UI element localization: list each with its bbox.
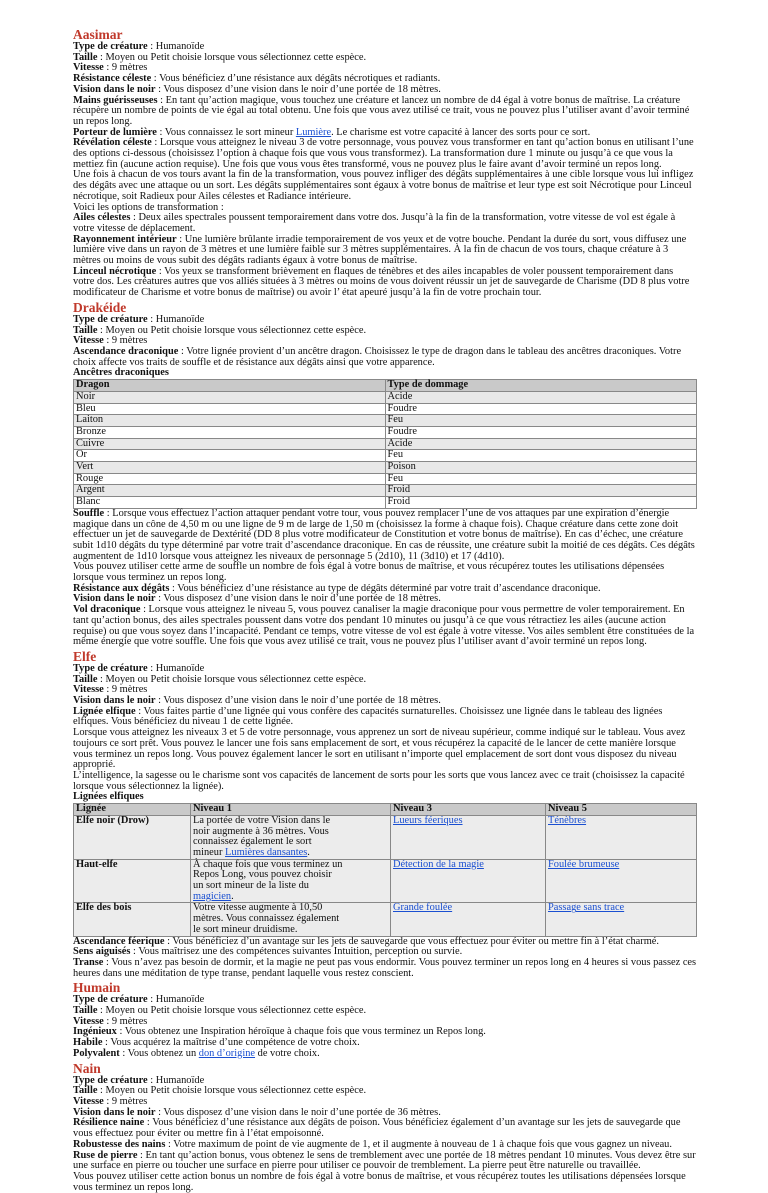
table-row — [74, 450, 697, 462]
trait-line — [73, 326, 697, 337]
table-cell: Feu — [385, 415, 697, 427]
table-header-row — [74, 804, 697, 816]
table-cell: Acide — [385, 391, 697, 403]
table-cell: Cuivre — [74, 438, 386, 450]
lineage-name: Elfe noir (Drow) — [74, 815, 191, 859]
aasimar-traits — [73, 42, 697, 299]
trait-line — [73, 267, 697, 299]
trait-name: Ailes célestes — [73, 212, 131, 224]
trait-text: : Vous disposez d’une vision dans le noir d’une portée de 18 mètres. — [155, 695, 441, 707]
trait-text: : Moyen ou Petit choisie lorsque vous sélectionnez cette espèce. — [97, 1005, 367, 1017]
spell-link-lueurs-feeriques[interactable]: Lueurs féeriques — [393, 814, 463, 826]
trait-text: : Vous disposez d’une vision dans le noir d’une portée de 18 mètres. — [155, 593, 441, 605]
table-title: Ancêtres draconiques — [73, 367, 169, 379]
column-header: Niveau 1 — [191, 804, 391, 816]
table-cell: Blanc — [74, 497, 386, 509]
table-cell — [546, 859, 697, 903]
trait-text: : 9 mètres — [103, 1015, 148, 1027]
trait-name: Révélation céleste — [73, 137, 152, 149]
table-row — [74, 426, 697, 438]
trait-text: : Lorsque vous atteignez le niveau 3 de votre personnage, vous pouvez vous transformer en tant qu’action bonus en utilisant l’une des options ci-dessous (choisissez l’option à chaque fois que vous vous transformez). La transformation dure 1 minute ou jusqu’à ce que vous la mettiez fin (aucune action requise). Une fois que vous vous êtes transformé, vous ne pouvez plus le faire avant d’avoir terminé un repos long. — [73, 137, 694, 170]
trait-line — [73, 138, 697, 170]
table-cell: Bleu — [74, 403, 386, 415]
trait-text: : Vous acquérez la maîtrise d’une compétence de votre choix. — [102, 1037, 360, 1049]
trait-name: Habile — [73, 1037, 103, 1049]
table-row — [74, 903, 697, 936]
table-cell: Acide — [385, 438, 697, 450]
spell-link-foulee-brumeuse[interactable]: Foulée brumeuse — [548, 858, 620, 870]
section-title-drakeide: Drakéide — [73, 299, 127, 315]
trait-text: : Humanoïde — [147, 994, 205, 1006]
draconic-ancestry-table — [73, 379, 697, 509]
trait-line — [73, 707, 697, 728]
trait-name: Vision dans le noir — [73, 1106, 156, 1118]
trait-name: Type de créature — [73, 662, 148, 674]
table-cell: Froid — [385, 497, 697, 509]
trait-text: : Vous bénéficiez d’une résistance aux dégâts nécrotiques et radiants. — [151, 73, 441, 85]
trait-text: : Vous obtenez un — [119, 1047, 199, 1059]
table-cell: Vert — [74, 462, 386, 474]
table-cell — [191, 903, 391, 936]
trait-name: Ruse de pierre — [73, 1149, 138, 1161]
table-cell — [191, 815, 391, 859]
section-title-nain: Nain — [73, 1060, 101, 1076]
table-cell — [391, 859, 546, 903]
trait-line — [73, 96, 697, 128]
table-row — [74, 438, 697, 450]
trait-name: Résistance céleste — [73, 73, 152, 85]
cell-text: À chaque fois que vous terminez un Repos Long, vous pouvez choisir un sort mineur de la liste du — [193, 858, 343, 892]
trait-text: : 9 mètres — [103, 684, 148, 696]
table-cell: Foudre — [385, 403, 697, 415]
table-cell — [546, 815, 697, 859]
trait-name: Vitesse — [73, 1095, 104, 1107]
elven-lineage-table — [73, 803, 697, 936]
trait-name: Vision dans le noir — [73, 695, 156, 707]
trait-name: Taille — [73, 1085, 98, 1097]
trait-text: : Vous connaissez le sort mineur — [156, 126, 296, 138]
spell-link-grande-foulee[interactable]: Grande foulée — [393, 902, 453, 914]
paragraph: L’intelligence, la sagesse ou le charisme sont vos capacités de lancement de sorts pour les sorts que vous lancez avec ce trait (choisissez la capacité lorsque vous sélectionnez la lignée). — [73, 770, 685, 792]
trait-text: : Vous bénéficiez d’un avantage sur les jets de sauvegarde que vous effectuez pour éviter ou mettre fin à l’état charmé. — [164, 935, 659, 947]
trait-line — [73, 1049, 697, 1060]
elfe-traits — [73, 664, 697, 792]
table-row — [74, 403, 697, 415]
trait-name: Ingénieux — [73, 1026, 117, 1038]
table-row — [74, 415, 697, 427]
cell-text: . — [231, 890, 234, 902]
trait-line — [73, 605, 697, 648]
paragraph: Une fois à chacun de vos tours avant la fin de la transformation, vous pouvez infliger des dégâts supplémentaires à une cible lorsque vous lui infligez des dégâts avec une attaque ou un sort. Les dégâts supplémentaires sont égaux à votre bonus de maîtrise et leur type est soit Nécrotique pour Linceul nécrotique, soit Radieux pour Ailes célestes et Radiance intérieure. — [73, 169, 694, 202]
lineage-name: Elfe des bois — [74, 903, 191, 936]
paragraph: Vous pouvez utiliser cette arme de souffle un nombre de fois égal à votre bonus de maîtrise, et vous récupérez toutes les utilisations dépensées lorsque vous terminez un repos long. — [73, 561, 665, 584]
trait-name: Linceul nécrotique — [73, 265, 157, 277]
trait-text: : Votre lignée provient d’un ancêtre dragon. Choisissez le type de dragon dans le tableau des ancêtres draconiques. Votre choix affecte vos traits de souffle et de résistance aux dégâts ainsi que votre apparence. — [73, 345, 682, 368]
trait-text: : Moyen ou Petit choisie lorsque vous sélectionnez cette espèce. — [97, 324, 367, 336]
paragraph: Lorsque vous atteignez les niveaux 3 et 5 de votre personnage, vous apprenez un sort de niveau supérieur, comme indiqué sur le tableau. Vous avez toujours ce sort prêt. Vous pouvez le lancer une fois sans emplacement de sort, et vous récupérez la capacité de le lancer de cette manière lorsque vous terminez un repos long. Vous pouvez également lancer le sort en utilisant n’importe quel emplacement de sort dont vous disposez du niveau approprié. — [73, 727, 686, 771]
column-header: Niveau 5 — [546, 804, 697, 816]
trait-text: : Vous disposez d’une vision dans le noir d’une portée de 36 mètres. — [155, 1106, 441, 1118]
trait-name: Taille — [73, 51, 98, 63]
document-page — [73, 26, 697, 1193]
column-header: Dragon — [74, 380, 386, 392]
trait-text: : Vous maîtrisez une des compétences suivantes Intuition, perception ou survie. — [130, 946, 463, 958]
table-cell: Foudre — [385, 426, 697, 438]
table-row — [74, 497, 697, 509]
spell-link-tenebres[interactable]: Ténèbres — [548, 814, 587, 826]
trait-text: : Moyen ou Petit choisie lorsque vous sélectionnez cette espèce. — [97, 1085, 367, 1097]
trait-text: : Humanoïde — [147, 662, 205, 674]
trait-text: : 9 mètres — [103, 335, 148, 347]
trait-name: Ascendance féerique — [73, 935, 165, 947]
table-cell — [546, 903, 697, 936]
trait-text: : Vous bénéficiez d’une résistance aux dégâts de poison. Vous bénéficiez également d’un avantage sur les jets de sauvegarde que vous effectuez pour éviter ou mettre fin à l’état empoisonné. — [73, 1117, 681, 1140]
trait-text: : Lorsque vous effectuez l’action attaquer pendant votre tour, vous pouvez remplacer l’une de vos attaques par une expiration d’énergie magique dans un cône de 4,50 m ou une ligne de 9 m de large de 1,50 m (choisissez la forme à chaque fois). Chaque créature dans cette zone doit effectuer un jet de sauvegarde de Dextérité (DD 8 plus votre modificateur de Constitution et votre bonus de maîtrise). En cas d’échec, une créature subit 1d10 dégâts du type déterminé par votre trait d’ascendance draconique. En cas de réussite, une créature subit la moitié de ces dégâts. Ces dégâts augmentent de 1d10 lorsque vous atteignez les niveaux de personnage 5 (2d10), 11 (3d10) et 17 (4d10). — [73, 507, 695, 562]
trait-text: : Humanoïde — [147, 41, 205, 52]
trait-line — [73, 675, 697, 686]
trait-line — [73, 958, 697, 979]
table-cell: Froid — [385, 485, 697, 497]
humain-traits — [73, 995, 697, 1059]
table-cell: Laiton — [74, 415, 386, 427]
trait-text: : Votre maximum de point de vie augmente de 1, et il augmente à nouveau de 1 à chaque fois que vous gagnez un niveau. — [165, 1138, 672, 1150]
spell-link-passage-sans-trace[interactable]: Passage sans trace — [548, 902, 625, 914]
table-title: Lignées elfiques — [73, 791, 144, 803]
cell-text: . — [307, 846, 310, 858]
column-header: Lignée — [74, 804, 191, 816]
trait-name: Résistance aux dégâts — [73, 582, 170, 594]
class-link-magicien[interactable]: magicien — [193, 890, 232, 902]
trait-name: Type de créature — [73, 313, 148, 325]
trait-name: Taille — [73, 1005, 98, 1017]
trait-text: : 9 mètres — [103, 1095, 148, 1107]
trait-text: : Lorsque vous atteignez le niveau 5, vous pouvez canaliser la magie draconique pour vous permettre de voler temporairement. En tant qu’action bonus, des ailes spectrales poussent dans votre dos pendant 10 minutes ou jusqu’à ce que vous rétractiez les ailes (aucune action requise) ou que vous soyez dans l’incapacité. Pendant ce temps, votre vitesse de vol est égale à votre vitesse. Vos ailes semblent être constituées de la même énergie que votre souffle. Une fois que vous avez utilisé ce trait, vous ne pouvez plus l’utiliser avant d’avoir terminé un repos long. — [73, 604, 695, 648]
table-header-row — [74, 380, 697, 392]
section-title-elfe: Elfe — [73, 648, 97, 664]
trait-name: Polyvalent — [73, 1047, 120, 1059]
trait-text: : Deux ailes spectrales poussent temporairement dans votre dos. Jusqu’à la fin de la transformation, votre vitesse de vol est égale à votre vitesse de déplacement. — [73, 212, 676, 234]
trait-name: Type de créature — [73, 994, 148, 1006]
table-cell: Feu — [385, 450, 697, 462]
trait-name: Transe — [73, 956, 104, 968]
trait-text: de votre choix. — [255, 1047, 320, 1059]
trait-name: Sens aiguisés — [73, 946, 131, 958]
cell-text: Votre vitesse augmente à 10,50 mètres. Vous connaissez également le sort mineur druidisme. — [193, 902, 340, 935]
table-cell: Feu — [385, 473, 697, 485]
column-header: Type de dommage — [385, 380, 697, 392]
section-title-aasimar: Aasimar — [73, 27, 123, 42]
table-cell: Poison — [385, 462, 697, 474]
trait-name: Lignée elfique — [73, 705, 136, 717]
trait-name: Souffle — [73, 507, 105, 519]
trait-name: Robustesse des nains — [73, 1138, 166, 1150]
trait-line — [73, 235, 697, 267]
table-cell — [191, 859, 391, 903]
trait-text: : Humanoïde — [147, 313, 205, 325]
trait-name: Vision dans le noir — [73, 593, 156, 605]
cell-text-wrap — [193, 860, 343, 903]
trait-name: Ascendance draconique — [73, 345, 179, 357]
section-title-humain: Humain — [73, 980, 121, 996]
column-header: Niveau 3 — [391, 804, 546, 816]
table-cell: Rouge — [74, 473, 386, 485]
trait-line — [73, 1006, 697, 1017]
drakeide-traits-after — [73, 509, 697, 648]
feat-link-don-origine[interactable]: don d’origine — [198, 1047, 256, 1059]
table-cell: Bronze — [74, 426, 386, 438]
trait-name: Vitesse — [73, 62, 104, 74]
trait-name: Vitesse — [73, 335, 104, 347]
trait-line — [73, 213, 697, 234]
table-cell — [391, 815, 546, 859]
trait-text: : Vous bénéficiez d’une résistance au type de dégâts déterminé par votre trait d’ascendance draconique. — [169, 582, 601, 594]
trait-name: Mains guérisseuses — [73, 94, 158, 106]
trait-text: : Vous faites partie d’une lignée qui vous confère des capacités surnaturelles. Choisissez une lignée dans le tableau des lignées elfiques. Vous bénéficiez du niveau 1 de cette lignée. — [73, 705, 663, 728]
trait-name: Taille — [73, 673, 98, 685]
trait-text: : En tant qu’action bonus, vous obtenez le sens de tremblement avec une portée de 18 mètres pendant 10 minutes. Vous devez être sur une surface en pierre ou toucher une surface en pierre pour utiliser ce pouvoir de tremblement. La pierre peut être naturelle ou travaillée. — [73, 1149, 696, 1172]
table-cell: Noir — [74, 391, 386, 403]
trait-name: Type de créature — [73, 41, 148, 52]
trait-name: Vitesse — [73, 1015, 104, 1027]
cell-text: La portée de votre Vision dans le noir augmente à 36 mètres. Vous connaissez également le sort mineur — [193, 814, 331, 858]
spell-link-detection-magie[interactable]: Détection de la magie — [393, 858, 484, 870]
drakeide-traits — [73, 315, 697, 369]
trait-name: Vision dans le noir — [73, 83, 156, 95]
lineage-name: Haut-elfe — [74, 859, 191, 903]
trait-text: : Vous n’avez pas besoin de dormir, et la magie ne peut pas vous endormir. Vous pouvez terminer un repos long en 4 heures si vous passez ces heures dans une méditation de type transe, pendant laquelle vous restez conscient. — [73, 956, 697, 979]
trait-text: : Une lumière brûlante irradie temporairement de vos yeux et de votre bouche. Pendant la durée du sort, vous diffusez une lumière vive dans un rayon de 3 mètres et une lumière faible sur 3 mètres supplémentaires. À la fin de chacun de vos tours, chaque créature à 3 mètres ou moins de vous subit des dégâts radiants égaux à votre bonus de maîtrise. — [73, 233, 687, 267]
table-row — [74, 462, 697, 474]
table-row — [74, 859, 697, 903]
paragraph: Voici les options de transformation : — [73, 201, 224, 213]
spell-link-lumiere[interactable]: Lumière — [295, 126, 332, 138]
trait-text: : Moyen ou Petit choisie lorsque vous sélectionnez cette espèce. — [97, 673, 367, 685]
trait-text: : 9 mètres — [103, 62, 148, 74]
trait-text: : Moyen ou Petit choisie lorsque vous sélectionnez cette espèce. — [97, 51, 367, 63]
elfe-traits-after — [73, 937, 697, 980]
trait-text: . Le charisme est votre capacité à lancer des sorts pour ce sort. — [331, 126, 591, 138]
table-row — [74, 391, 697, 403]
trait-name: Taille — [73, 324, 98, 336]
trait-line — [73, 1086, 697, 1097]
trait-text: : Humanoïde — [147, 1074, 205, 1086]
trait-text: : Vous disposez d’une vision dans le noir d’une portée de 18 mètres. — [155, 83, 441, 95]
trait-text: : Vos yeux se transforment brièvement en flaques de ténèbres et des ailes incapables de voler poussent temporairement dans votre dos. Les créatures autres que vos alliés situées à 3 mètres ou moins de vous doivent réussir un jet de sauvegarde de Charisme (DD 8 plus votre modificateur de Charisme et votre bonus de maîtrise) ou avoir l’ état apeuré jusqu’à la fin de votre prochain tour. — [73, 265, 690, 299]
trait-text: : En tant qu’action magique, vous touchez une créature et lancez un nombre de d4 égal à votre bonus de maîtrise. La créature récupère un nombre de points de vie égal au total obtenu. Une fois que vous avez utilisé ce trait, vous ne pouvez plus l’utiliser avant d’avoir terminé un repos long. — [73, 94, 690, 127]
table-row — [74, 473, 697, 485]
table-cell — [391, 903, 546, 936]
table-cell: Or — [74, 450, 386, 462]
table-row — [74, 485, 697, 497]
trait-name: Type de créature — [73, 1074, 148, 1086]
trait-line — [73, 1118, 697, 1139]
trait-line — [73, 53, 697, 64]
trait-name: Porteur de lumière — [73, 126, 157, 138]
table-cell: Argent — [74, 485, 386, 497]
table-row — [74, 815, 697, 859]
trait-name: Rayonnement intérieur — [73, 233, 177, 245]
trait-line — [73, 509, 697, 563]
trait-name: Résilience naine — [73, 1117, 145, 1129]
trait-name: Vol draconique — [73, 604, 141, 616]
trait-line — [73, 1151, 697, 1172]
trait-name: Vitesse — [73, 684, 104, 696]
trait-line — [73, 347, 697, 368]
spell-link-lumieres-dansantes[interactable]: Lumières dansantes — [225, 846, 308, 858]
cell-text-wrap — [193, 816, 343, 859]
nain-traits — [73, 1076, 697, 1193]
paragraph: Vous pouvez utiliser cette action bonus un nombre de fois égal à votre bonus de maîtrise, et vous récupérez toutes les utilisations dépensées lorsque vous terminez un repos long. — [73, 1170, 686, 1193]
trait-text: : Vous obtenez une Inspiration héroïque à chaque fois que vous terminez un Repos long. — [116, 1026, 486, 1038]
